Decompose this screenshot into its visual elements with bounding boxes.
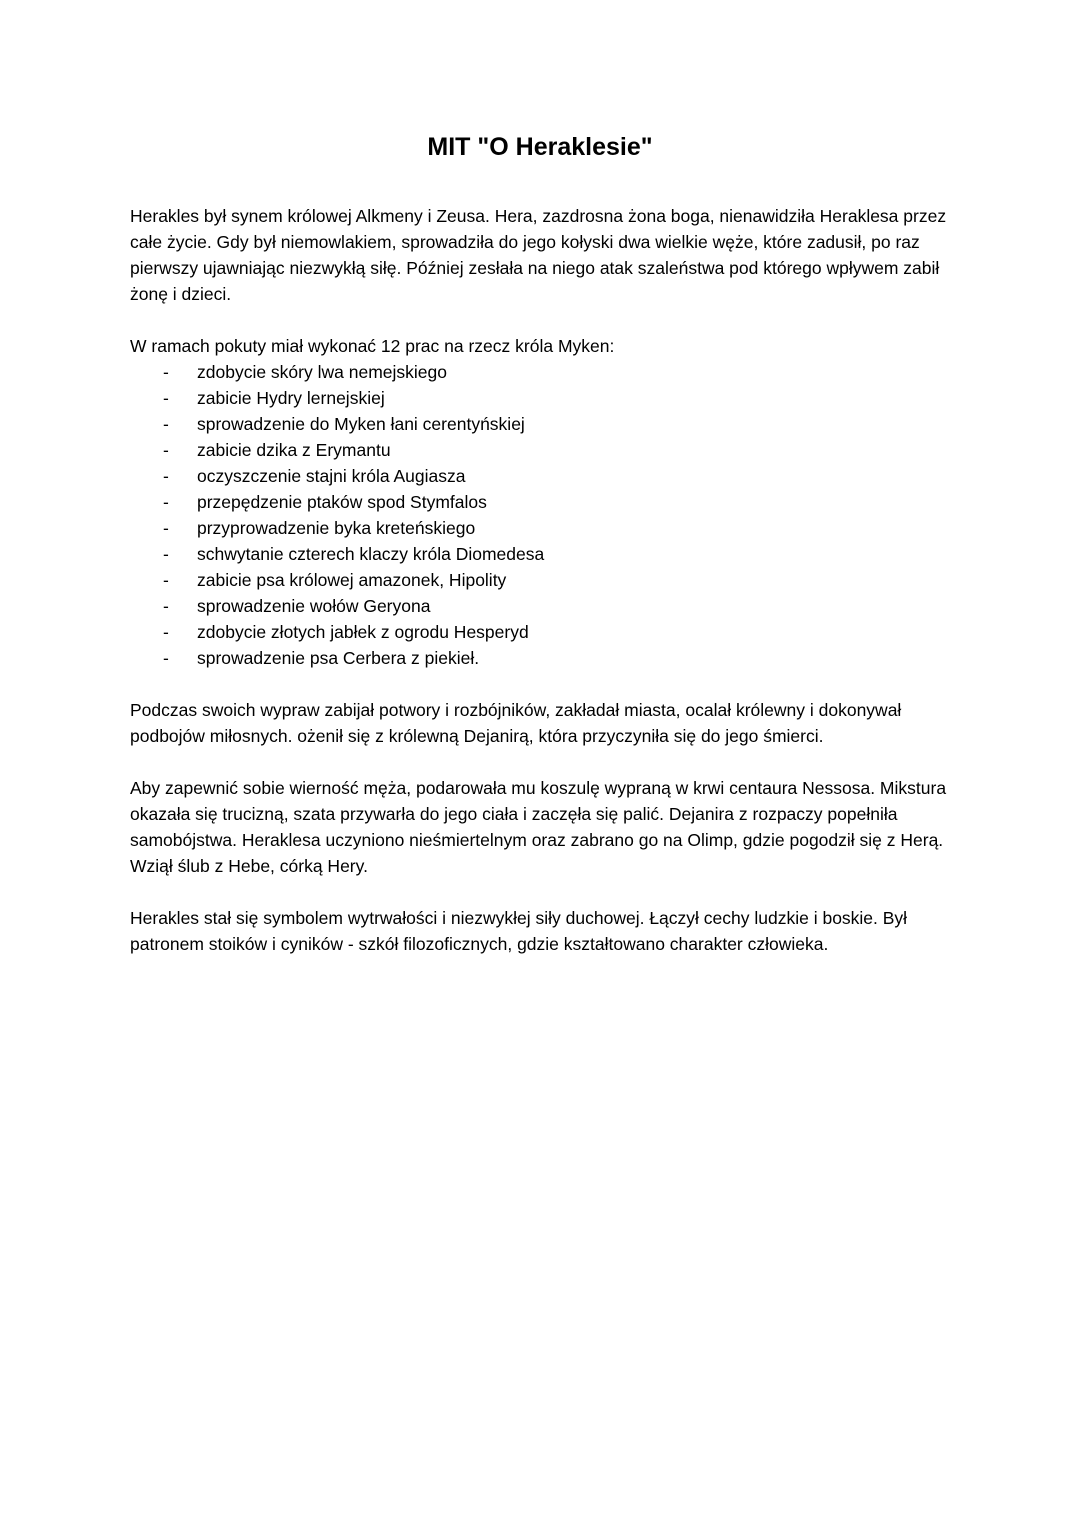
list-item-text: przepędzenie ptaków spod Stymfalos [197, 492, 487, 512]
list-item-text: zabicie psa królowej amazonek, Hipolity [197, 570, 507, 590]
paragraph-death: Aby zapewnić sobie wierność męża, podarowała mu koszulę wypraną w krwi centaura Nessosa. Mikstura okazała się trucizną, szata przywarła do jego ciała i zaczęła się palić. Dejanira z rozpaczy popełniła samobójstwa. Heraklesa uczyniono nieśmiertelnym oraz zabrano go na Olimp, gdzie pogodził się z Herą. Wziął ślub z Hebe, córką Hery. [130, 778, 947, 876]
list-dash-marker: - [163, 414, 169, 434]
list-item-text: zdobycie złotych jabłek z ogrodu Hesperyd [197, 622, 529, 642]
list-item [130, 593, 950, 619]
list-item [130, 359, 950, 385]
list-item [130, 567, 950, 593]
list-item [130, 619, 950, 645]
list-item [130, 645, 950, 671]
list-dash-marker: - [163, 648, 169, 668]
list-item-text: oczyszczenie stajni króla Augiasza [197, 466, 466, 486]
list-dash-marker: - [163, 492, 169, 512]
list-item-text: sprowadzenie do Myken łani cerentyńskiej [197, 414, 525, 434]
list-item [130, 489, 950, 515]
list-dash-marker: - [163, 518, 169, 538]
list-item-text: schwytanie czterech klaczy króla Diomedesa [197, 544, 545, 564]
list-item-text: przyprowadzenie byka kreteńskiego [197, 518, 476, 538]
list-item-text: zabicie dzika z Erymantu [197, 440, 391, 460]
list-item [130, 463, 950, 489]
list-dash-marker: - [163, 622, 169, 642]
list-item [130, 541, 950, 567]
list-item-text: zdobycie skóry lwa nemejskiego [197, 362, 447, 382]
works-list [130, 359, 950, 671]
list-dash-marker: - [163, 596, 169, 616]
list-dash-marker: - [163, 362, 169, 382]
list-dash-marker: - [163, 440, 169, 460]
list-dash-marker: - [163, 544, 169, 564]
paragraph-intro: Herakles był synem królowej Alkmeny i Zeusa. Hera, zazdrosna żona boga, nienawidziła Heraklesa przez całe życie. Gdy był niemowlakiem, sprowadziła do jego kołyski dwa wielkie węże, które zadusił, po raz pierwszy ujawniając niezwykłą siłę. Później zesłała na niego atak szaleństwa pod którego wpływem zabił żonę i dzieci. [130, 206, 947, 304]
list-item-text: sprowadzenie psa Cerbera z piekieł. [197, 648, 480, 668]
list-item [130, 411, 950, 437]
list-item [130, 385, 950, 411]
list-dash-marker: - [163, 466, 169, 486]
list-item [130, 515, 950, 541]
list-item-text: sprowadzenie wołów Geryona [197, 596, 431, 616]
document-title: MIT "O Heraklesie" [427, 133, 653, 161]
list-item-text: zabicie Hydry lernejskiej [197, 388, 385, 408]
list-dash-marker: - [163, 388, 169, 408]
paragraph-legacy: Herakles stał się symbolem wytrwałości i niezwykłej siły duchowej. Łączył cechy ludzkie i boskie. Był patronem stoików i cyników - szkół filozoficznych, gdzie kształtowano charakter człowieka. [130, 908, 908, 954]
paragraph-journeys: Podczas swoich wypraw zabijał potwory i rozbójników, zakładał miasta, ocalał królewny i dokonywał podbojów miłosnych. ożenił się z królewną Dejanirą, która przyczyniła się do jego śmierci. [130, 700, 902, 746]
list-item [130, 437, 950, 463]
list-dash-marker: - [163, 570, 169, 590]
paragraph-works-intro: W ramach pokuty miał wykonać 12 prac na rzecz króla Myken: [130, 336, 615, 356]
